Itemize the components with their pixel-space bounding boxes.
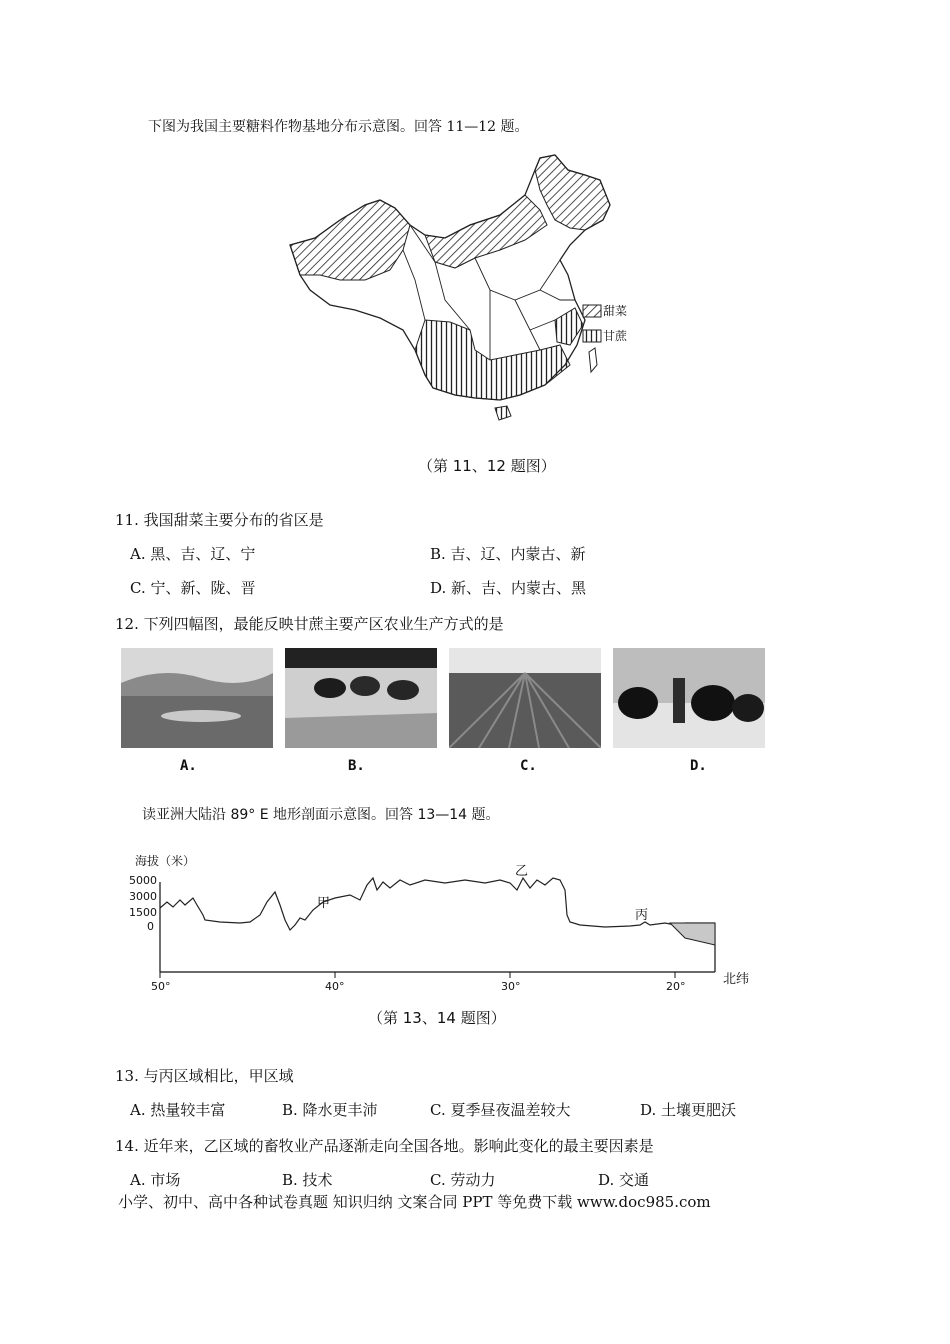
q13-option-a: A. 热量较丰富 (130, 1101, 226, 1119)
profile-ytick-3000: 3000 (129, 890, 157, 903)
q14-stem: 14. 近年来，乙区域的畜牧业产品逐渐走向全国各地。影响此变化的最主要因素是 (115, 1137, 654, 1155)
region-label-jia: 甲 (317, 896, 331, 911)
q13-option-c: C. 夏季昼夜温差较大 (430, 1101, 571, 1119)
photo-label-a: A. (180, 758, 197, 774)
map-caption: （第 11、12 题图） (418, 457, 556, 475)
photo-label-c: C. (520, 758, 537, 774)
intro-text-2: 读亚洲大陆沿 89° E 地形剖面示意图。回答 13—14 题。 (142, 807, 500, 823)
profile-ytick-5000: 5000 (129, 874, 157, 887)
intro-text-1: 下图为我国主要糖料作物基地分布示意图。回答 11—12 题。 (148, 119, 529, 135)
yak-herding-photo (613, 648, 765, 748)
region-label-yi: 乙 (515, 864, 529, 879)
profile-xunit: 北纬 (723, 972, 750, 987)
region-label-bing: 丙 (635, 908, 649, 923)
china-sugar-crop-map (285, 150, 645, 430)
legend-label-cane: 甘蔗 (603, 329, 628, 343)
profile-xtick-20: 20° (666, 980, 686, 993)
q14-option-c: C. 劳动力 (430, 1171, 496, 1189)
q11-option-a: A. 黑、吉、辽、宁 (130, 545, 256, 563)
q13-stem: 13. 与丙区域相比，甲区域 (115, 1067, 294, 1085)
photo-label-b: B. (348, 758, 365, 774)
grassland-herding-photo (121, 648, 273, 748)
mechanized-field-photo (449, 648, 601, 748)
legend-label-beet: 甜菜 (603, 304, 628, 318)
q11-option-c: C. 宁、新、陇、晋 (130, 579, 256, 597)
photo-label-d: D. (690, 758, 707, 774)
profile-caption: （第 13、14 题图） (368, 1009, 506, 1027)
q11-option-d: D. 新、吉、内蒙古、黑 (430, 579, 587, 597)
q14-option-d: D. 交通 (598, 1171, 650, 1189)
q13-option-b: B. 降水更丰沛 (282, 1101, 378, 1119)
q11-stem: 11. 我国甜菜主要分布的省区是 (115, 511, 324, 529)
legend-beet-swatch (583, 305, 601, 317)
profile-xtick-50: 50° (151, 980, 171, 993)
profile-ylabel: 海拔（米） (135, 854, 196, 868)
profile-ytick-1500: 1500 (129, 906, 157, 919)
profile-ytick-0: 0 (147, 920, 154, 933)
legend-cane-swatch (583, 330, 601, 342)
q13-option-d: D. 土壤更肥沃 (640, 1101, 737, 1119)
footer-text: 小学、初中、高中各种试卷真题 知识归纳 文案合同 PPT 等免费下载 www.doc985.com (118, 1193, 711, 1211)
q12-stem: 12. 下列四幅图，最能反映甘蔗主要产区农业生产方式的是 (115, 615, 504, 633)
q11-option-b: B. 吉、辽、内蒙古、新 (430, 545, 586, 563)
rice-planting-photo (285, 648, 437, 748)
profile-xtick-40: 40° (325, 980, 345, 993)
q14-option-a: A. 市场 (130, 1171, 181, 1189)
profile-xtick-30: 30° (501, 980, 521, 993)
q14-option-b: B. 技术 (282, 1171, 333, 1189)
terrain-profile-chart (125, 850, 765, 1000)
